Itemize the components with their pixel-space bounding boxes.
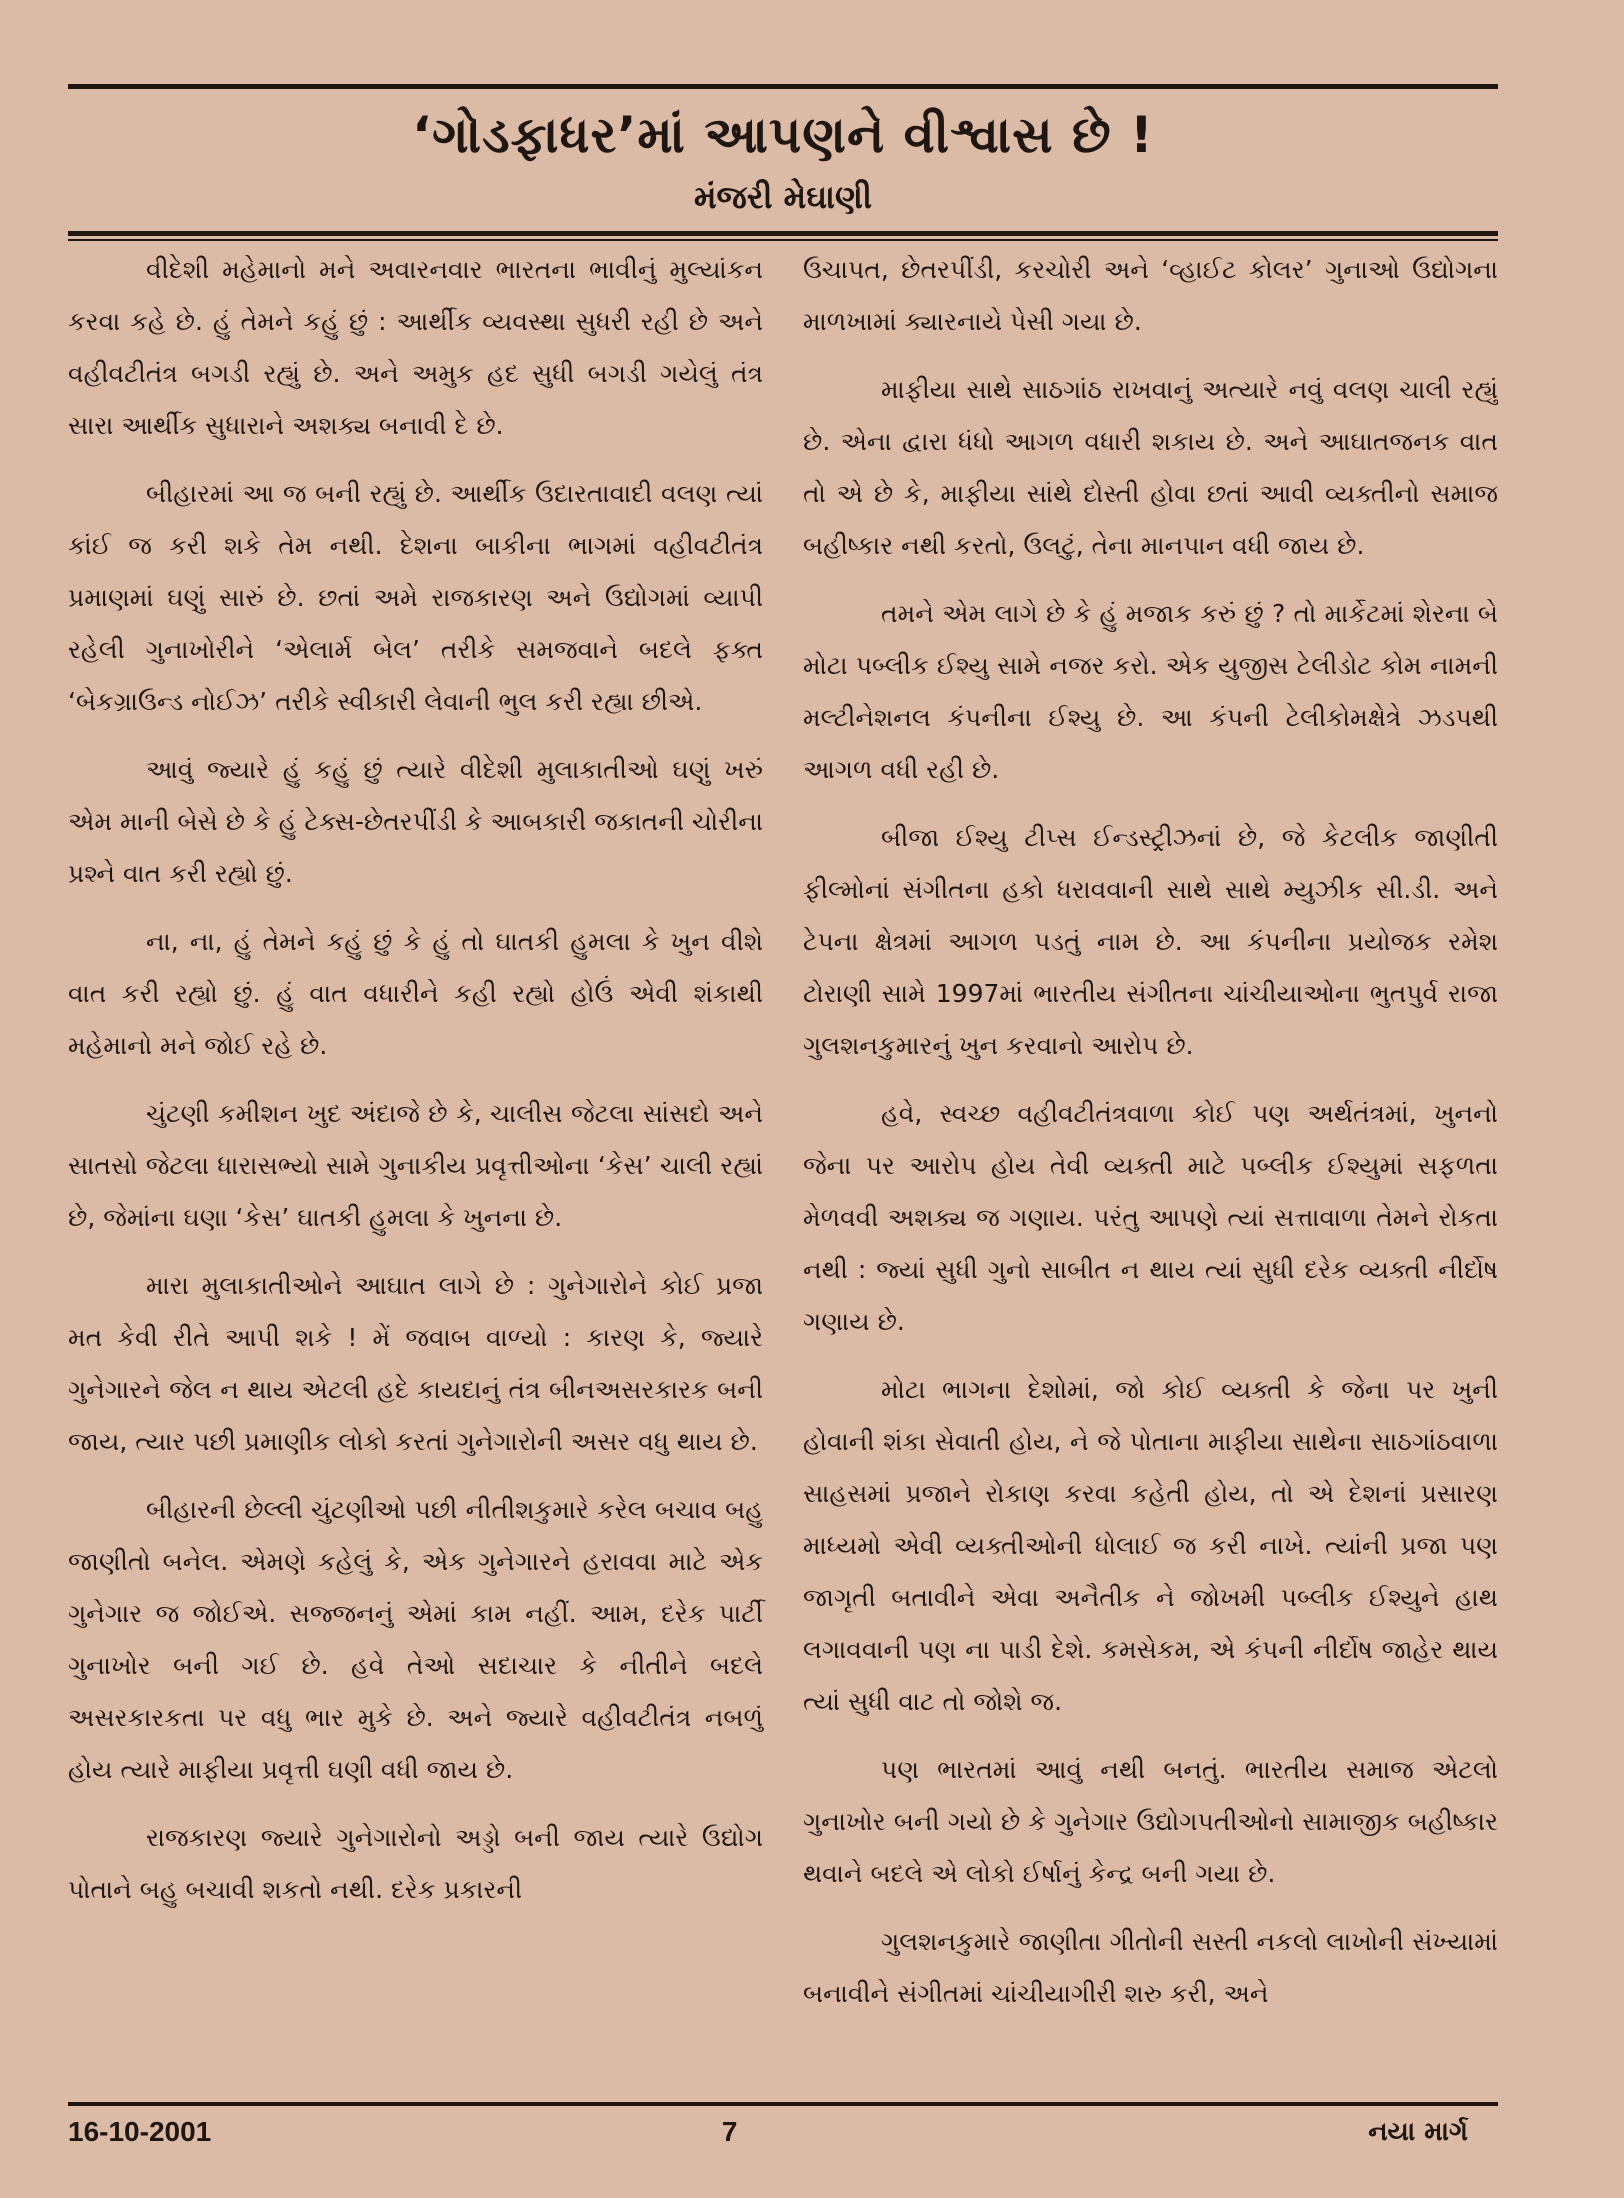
paragraph: બીહારમાં આ જ બની રહ્યું છે. આર્થીક ઉદારતાવાદી વલણ ત્યાં કાંઈ જ કરી શકે તેમ નથી. દેશના બાકીના ભાગમાં વહીવટીતંત્ર પ્રમાણમાં ઘણું સારું છે. છતાં અમે રાજકારણ અને ઉદ્યોગમાં વ્યાપી રહેલી ગુનાખોરીને ‘એલાર્મ બેલ’ તરીકે સમજવાને બદલે ફક્ત ‘બેકગ્રાઉન્ડ નોઈઝ’ તરીકે સ્વીકારી લેવાની ભુલ કરી રહ્યા છીએ. bbox=[68, 479, 763, 716]
paragraph: આવું જ્યારે હું કહું છું ત્યારે વીદેશી મુલાકાતીઓ ઘણું ખરું એમ માની બેસે છે કે હું ટેક્સ-છેતરપીંડી કે આબકારી જકાતની ચોરીના પ્રશ્ને વાત કરી રહ્યો છું. bbox=[68, 755, 763, 888]
paragraph-continued: ઉચાપત, છેતરપીંડી, કરચોરી અને ‘વ્હાઈટ કોલર’ ગુનાઓ ઉદ્યોગના માળખામાં ક્યારનાયે પેસી ગયા છે. bbox=[803, 255, 1498, 336]
issue-date: 16-10-2001 bbox=[68, 2116, 212, 2147]
paragraph: ચુંટણી કમીશન ખુદ અંદાજે છે કે, ચાલીસ જેટલા સાંસદો અને સાતસો જેટલા ધારાસભ્યો સામે ગુનાકીય પ્રવૃત્તીઓના ‘કેસ’ ચાલી રહ્યાં છે, જેમાંના ઘણા ‘કેસ’ ઘાતકી હુમલા કે ખુનના છે. bbox=[68, 1099, 763, 1232]
publication-name: નયા માર્ગ bbox=[1368, 2116, 1468, 2147]
left-column bbox=[68, 244, 763, 2084]
paragraph: તમને એમ લાગે છે કે હું મજાક કરું છું ? તો માર્કેટમાં શેરના બે મોટા પબ્લીક ઈશ્યુ સામે નજર કરો. એક યુજીસ ટેલીડોટ કોમ નામની મલ્ટીનેશનલ કંપનીના ઈશ્યુ છે. આ કંપની ટેલીકોમક્ષેત્રે ઝડપથી આગળ વધી રહી છે. bbox=[803, 599, 1498, 784]
article-body bbox=[68, 244, 1498, 2084]
paragraph: માફીયા સાથે સાઠગાંઠ રાખવાનું અત્યારે નવું વલણ ચાલી રહ્યું છે. એના દ્વારા ધંધો આગળ વધારી શકાય છે. અને આઘાતજનક વાત તો એ છે કે, માફીયા સાંથે દોસ્તી હોવા છતાં આવી વ્યક્તીનો સમાજ બહીષ્કાર નથી કરતો, ઉલટું, તેના માનપાન વધી જાય છે. bbox=[803, 375, 1498, 560]
article-header bbox=[68, 84, 1498, 241]
paragraph: મોટા ભાગના દેશોમાં, જો કોઈ વ્યક્તી કે જેના પર ખુની હોવાની શંકા સેવાતી હોય, ને જે પોતાના માફીયા સાથેના સાઠગાંઠવાળા સાહસમાં પ્રજાને રોકાણ કરવા કહેતી હોય, તો એ દેશનાં પ્રસારણ માધ્યમો એવી વ્યક્તીઓની ધોલાઈ જ કરી નાખે. ત્યાંની પ્રજા પણ જાગૃતી બતાવીને એવા અનૈતીક ને જોખમી પબ્લીક ઈશ્યુને હાથ લગાવવાની પણ ના પાડી દેશે. કમસેકમ, એ કંપની નીર્દોષ જાહેર થાય ત્યાં સુધી વાટ તો જોશે જ. bbox=[803, 1375, 1498, 1716]
paragraph: રાજકારણ જ્યારે ગુનેગારોનો અડ્ડો બની જાય ત્યારે ઉદ્યોગ પોતાને બહુ બચાવી શકતો નથી. દરેક પ્રકારની bbox=[68, 1823, 763, 1904]
article-author: મંજરી મેઘાણી bbox=[693, 178, 873, 216]
page-footer bbox=[68, 2102, 1498, 2148]
paragraph: ગુલશનકુમારે જાણીતા ગીતોની સસ્તી નકલો લાખોની સંખ્યામાં બનાવીને સંગીતમાં ચાંચીયાગીરી શરુ કરી, અને bbox=[803, 1927, 1498, 2008]
right-column bbox=[803, 244, 1498, 2084]
header-divider bbox=[68, 231, 1498, 241]
paragraph: ના, ના, હું તેમને કહું છું કે હું તો ઘાતકી હુમલા કે ખુન વીશે વાત કરી રહ્યો છું. હું વાત વધારીને કહી રહ્યો હોઉં એવી શંકાથી મહેમાનો મને જોઈ રહે છે. bbox=[68, 927, 763, 1060]
paragraph: હવે, સ્વચ્છ વહીવટીતંત્રવાળા કોઈ પણ અર્થતંત્રમાં, ખુનનો જેના પર આરોપ હોય તેવી વ્યક્તી માટે પબ્લીક ઈશ્યુમાં સફળતા મેળવવી અશક્ય જ ગણાય. પરંતુ આપણે ત્યાં સત્તાવાળા તેમને રોકતા નથી : જ્યાં સુધી ગુનો સાબીત ન થાય ત્યાં સુધી દરેક વ્યક્તી નીર્દોષ ગણાય છે. bbox=[803, 1099, 1498, 1336]
paragraph: પણ ભારતમાં આવું નથી બનતું. ભારતીય સમાજ એટલો ગુનાખોર બની ગયો છે કે ગુનેગાર ઉદ્યોગપતીઓનો સામાજીક બહીષ્કાર થવાને બદલે એ લોકો ઈર્ષાનું કેન્દ્ર બની ગયા છે. bbox=[803, 1755, 1498, 1888]
paragraph: વીદેશી મહેમાનો મને અવારનવાર ભારતના ભાવીનું મુલ્યાંકન કરવા કહે છે. હું તેમને કહું છું : આર્થીક વ્યવસ્થા સુધરી રહી છે અને વહીવટીતંત્ર બગડી રહ્યું છે. અને અમુક હદ સુધી બગડી ગયેલું તંત્ર સારા આર્થીક સુધારાને અશક્ય બનાવી દે છે. bbox=[68, 255, 763, 440]
article-title: ‘ગોડફાધર’માં આપણને વીશ્વાસ છે ! bbox=[412, 106, 1154, 164]
paragraph: બીજા ઈશ્યુ ટીપ્સ ઈન્ડસ્ટ્રીઝનાં છે, જે કેટલીક જાણીતી ફીલ્મોનાં સંગીતના હકો ધરાવવાની સાથે સાથે મ્યુઝીક સી.ડી. અને ટેપના ક્ષેત્રમાં આગળ પડતું નામ છે. આ કંપનીના પ્રયોજક રમેશ ટોરાણી સામે 1997માં ભારતીય સંગીતના ચાંચીયાઓના ભુતપુર્વ રાજા ગુલશનકુમારનું ખુન કરવાનો આરોપ છે. bbox=[803, 823, 1498, 1060]
paragraph: બીહારની છેલ્લી ચુંટણીઓ પછી નીતીશકુમારે કરેલ બચાવ બહુ જાણીતો બનેલ. એમણે કહેલું કે, એક ગુનેગારને હરાવવા માટે એક ગુનેગાર જ જોઈએ. સજ્જનનું એમાં કામ નહીં. આમ, દરેક પાર્ટી ગુનાખોર બની ગઈ છે. હવે તેઓ સદાચાર કે નીતીને બદલે અસરકારકતા પર વધુ ભાર મુકે છે. અને જ્યારે વહીવટીતંત્ર નબળું હોય ત્યારે માફીયા પ્રવૃત્તી ઘણી વધી જાય છે. bbox=[68, 1495, 763, 1784]
paragraph: મારા મુલાકાતીઓને આઘાત લાગે છે : ગુનેગારોને કોઈ પ્રજા મત કેવી રીતે આપી શકે ! મેં જવાબ વાળ્યો : કારણ કે, જ્યારે ગુનેગારને જેલ ન થાય એટલી હદે કાયદાનું તંત્ર બીનઅસરકારક બની જાય, ત્યાર પછી પ્રમાણીક લોકો કરતાં ગુનેગારોની અસર વધુ થાય છે. bbox=[68, 1271, 763, 1456]
page-number: 7 bbox=[721, 2116, 738, 2147]
